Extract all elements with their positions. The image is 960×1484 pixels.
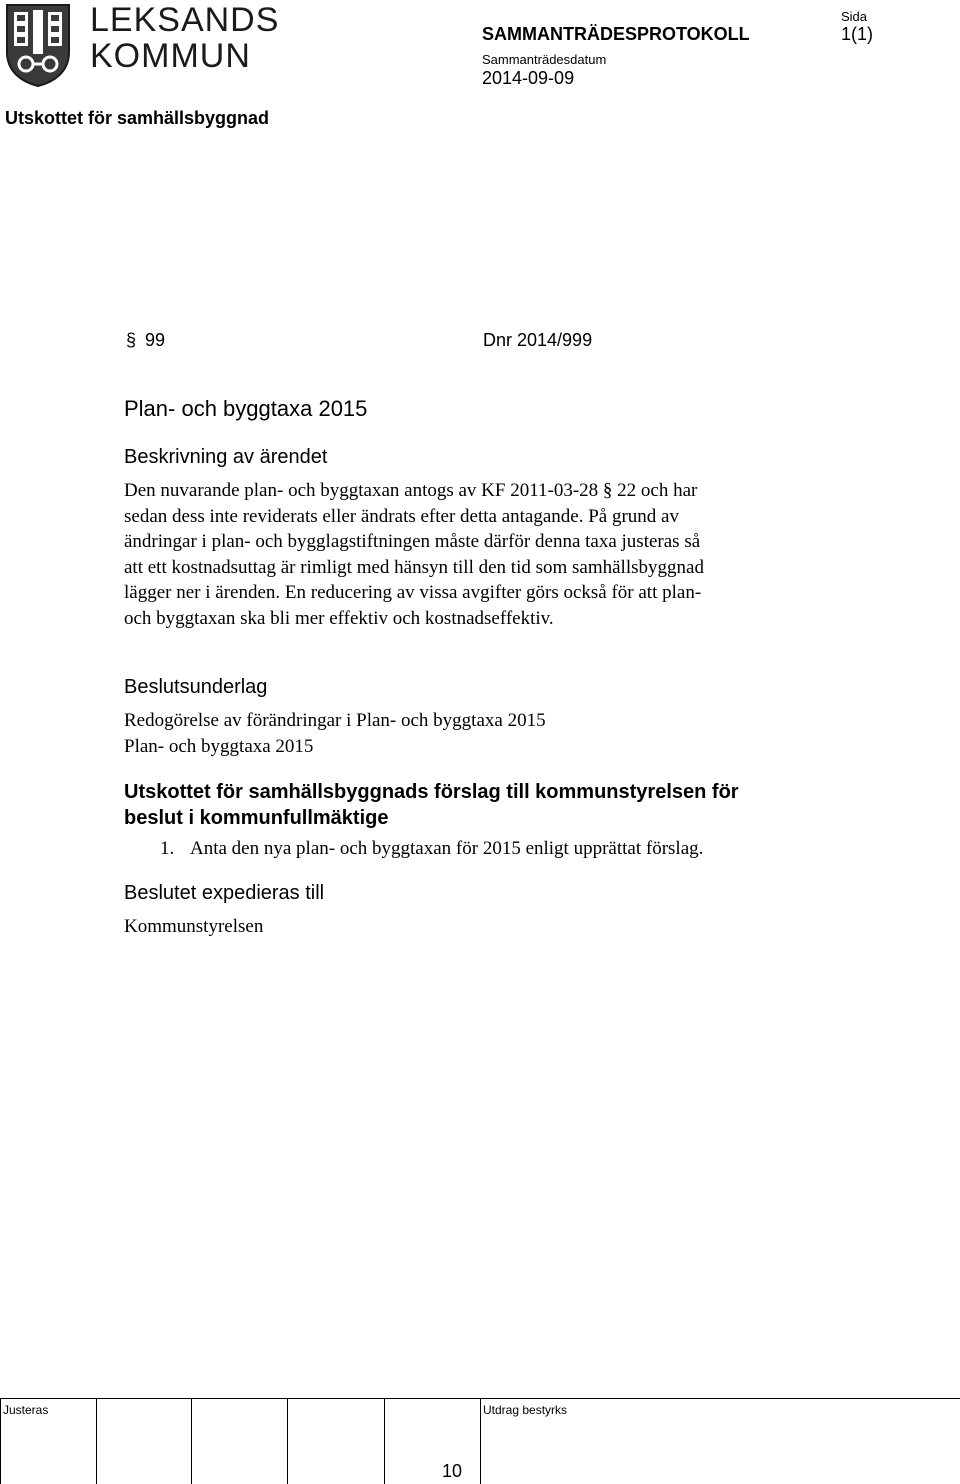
meeting-date: 2014-09-09: [482, 68, 575, 88]
paragraph-number: [126, 330, 165, 351]
date-label: Sammanträdesdatum: [482, 52, 607, 67]
signature-box-divider: [384, 1399, 385, 1484]
signature-box-divider: [0, 1399, 1, 1484]
proposal-heading-line1: Utskottet för samhällsbyggnads förslag till kommunstyrelsen för: [124, 781, 739, 803]
utdrag-label: Utdrag bestyrks: [483, 1403, 568, 1417]
paragraph-symbol: §: [126, 330, 137, 350]
signature-box-divider: [96, 1399, 97, 1484]
list-item-number: 1.: [160, 838, 175, 859]
item-number: 99: [145, 330, 166, 350]
justeras-label: Justeras: [3, 1403, 49, 1417]
basis-list: [124, 708, 824, 759]
logo-text-line1: LEKSANDS: [90, 1, 280, 39]
page-number: 10: [442, 1461, 463, 1481]
description-line: och byggtaxan ska bli mer effektiv och kostnadseffektiv.: [124, 607, 554, 629]
description-line: lägger ner i ärenden. En reducering av vissa avgifter görs också för att plan-: [124, 582, 702, 603]
proposal-heading: [124, 779, 844, 831]
basis-heading: Beslutsunderlag: [124, 676, 268, 698]
basis-item: Redogörelse av förändringar i Plan- och byggtaxa 2015: [124, 710, 546, 731]
municipality-logo: [4, 1, 280, 88]
list-item-text: Anta den nya plan- och byggtaxan för 2015 enligt upprättat förslag.: [190, 838, 704, 859]
description-line: Den nuvarande plan- och byggtaxan antogs av KF 2011-03-28 § 22 och har: [124, 480, 698, 501]
basis-item: Plan- och byggtaxa 2015: [124, 735, 314, 757]
description-text: [124, 478, 824, 631]
document-type: SAMMANTRÄDESPROTOKOLL: [482, 24, 750, 44]
signature-box-divider: [191, 1399, 192, 1484]
description-line: sedan dess inte reviderats eller ändrats efter detta antagande. På grund av: [124, 505, 679, 527]
proposal-list: [160, 836, 860, 862]
description-heading: Beskrivning av ärendet: [124, 446, 328, 468]
distribution-heading: Beslutet expedieras till: [124, 882, 325, 904]
description-line: att ett kostnadsuttag är rimligt med hänsyn till den tid som samhällsbyggnad: [124, 556, 704, 578]
list-item: [160, 836, 860, 862]
proposal-heading-line2: beslut i kommunfullmäktige: [124, 807, 389, 829]
page-value: 1(1): [841, 24, 874, 44]
coat-of-arms-icon: [4, 2, 72, 88]
case-number: Dnr 2014/999: [483, 330, 593, 350]
item-title: Plan- och byggtaxa 2015: [124, 396, 368, 421]
committee-name: Utskottet för samhällsbyggnad: [5, 108, 270, 128]
page-label: Sida: [841, 9, 868, 24]
signature-box-divider: [287, 1399, 288, 1484]
logo-text-line2: KOMMUN: [90, 37, 251, 75]
description-line: ändringar i plan- och bygglagstiftningen måste därför denna taxa justeras så: [124, 531, 701, 552]
distribution-recipient: Kommunstyrelsen: [124, 916, 264, 937]
signature-box-divider: [480, 1399, 481, 1484]
